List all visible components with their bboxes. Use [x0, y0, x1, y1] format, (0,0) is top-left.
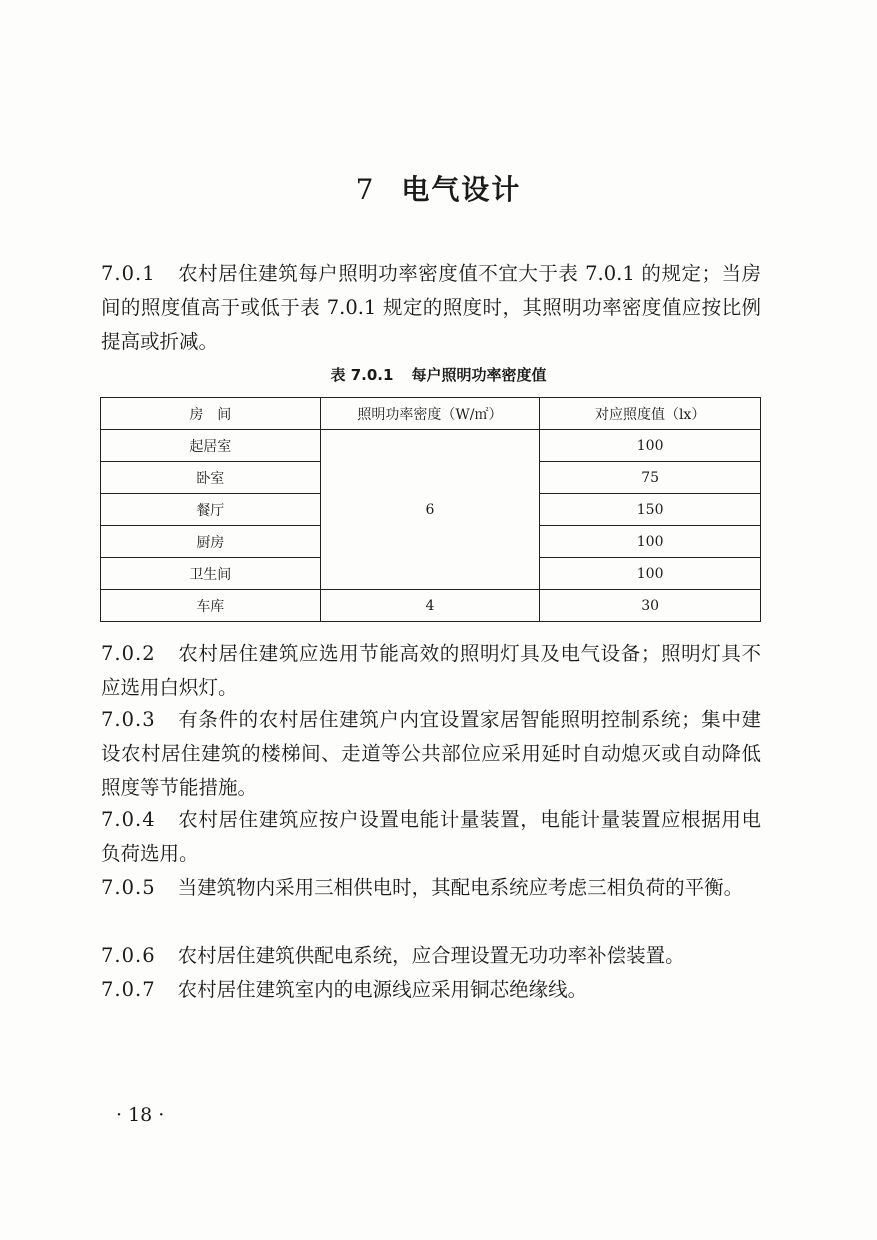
- table-caption: [0, 364, 877, 385]
- table-header-density: 照明功率密度（W/㎡）: [320, 398, 540, 430]
- lighting-power-density-table: [100, 397, 761, 622]
- table-row: [101, 590, 761, 622]
- lux-cell: 75: [540, 462, 761, 494]
- table-header-room: 房 间: [101, 398, 321, 430]
- clause-7-0-2: [101, 637, 761, 705]
- lux-cell: 150: [540, 494, 761, 526]
- clause-text: 农村居住建筑应按户设置电能计量装置，电能计量装置应根据用电负荷选用。: [101, 808, 761, 865]
- clause-number: 7.0.1: [101, 262, 156, 285]
- clause-text: 农村居住建筑室内的电源线应采用铜芯绝缘线。: [177, 978, 588, 1001]
- clause-text: 农村居住建筑应选用节能高效的照明灯具及电气设备；照明灯具不应选用白炽灯。: [101, 642, 761, 699]
- clause-number: 7.0.2: [101, 642, 156, 665]
- clause-text: 农村居住建筑每户照明功率密度值不宜大于表 7.0.1 的规定；当房间的照度值高于或低于表 7.0.1 规定的照度时，其照明功率密度值应按比例提高或折减。: [101, 262, 761, 353]
- room-cell: 卫生间: [101, 558, 321, 590]
- clause-7-0-6: [101, 939, 761, 973]
- table-row: [101, 430, 761, 462]
- room-cell: 车库: [101, 590, 321, 622]
- clause-text: 有条件的农村居住建筑户内宜设置家居智能照明控制系统；集中建设农村居住建筑的楼梯间、走道等公共部位应采用延时自动熄灭或自动降低照度等节能措施。: [101, 708, 761, 799]
- clause-text: 当建筑物内采用三相供电时，其配电系统应考虑三相负荷的平衡。: [177, 876, 744, 899]
- room-cell: 卧室: [101, 462, 321, 494]
- density-cell: 4: [320, 590, 540, 622]
- clause-number: 7.0.5: [101, 876, 156, 899]
- table-caption-title: 每户照明功率密度值: [411, 366, 547, 384]
- page-number: · 18 ·: [116, 1104, 165, 1126]
- clause-7-0-4: [101, 803, 761, 871]
- room-cell: 餐厅: [101, 494, 321, 526]
- clause-7-0-5: [101, 871, 761, 905]
- lux-cell: 100: [540, 526, 761, 558]
- clause-number: 7.0.3: [101, 708, 156, 731]
- clause-number: 7.0.4: [101, 808, 156, 831]
- clause-7-0-7: [101, 973, 761, 1007]
- chapter-number: 7: [355, 173, 376, 206]
- chapter-title: [0, 168, 877, 208]
- chapter-title-text: 电气设计: [401, 173, 522, 206]
- room-cell: 起居室: [101, 430, 321, 462]
- clause-number: 7.0.7: [101, 978, 156, 1001]
- density-cell: 6: [320, 430, 540, 590]
- clause-number: 7.0.6: [101, 944, 156, 967]
- clause-7-0-1: [101, 257, 761, 359]
- clause-7-0-3: [101, 703, 761, 805]
- clause-text: 农村居住建筑供配电系统，应合理设置无功功率补偿装置。: [177, 944, 685, 967]
- lux-cell: 100: [540, 558, 761, 590]
- table-header-row: [101, 398, 761, 430]
- lux-cell: 100: [540, 430, 761, 462]
- table-caption-number: 表 7.0.1: [330, 366, 394, 384]
- room-cell: 厨房: [101, 526, 321, 558]
- lux-cell: 30: [540, 590, 761, 622]
- table-header-lux: 对应照度值（lx）: [540, 398, 761, 430]
